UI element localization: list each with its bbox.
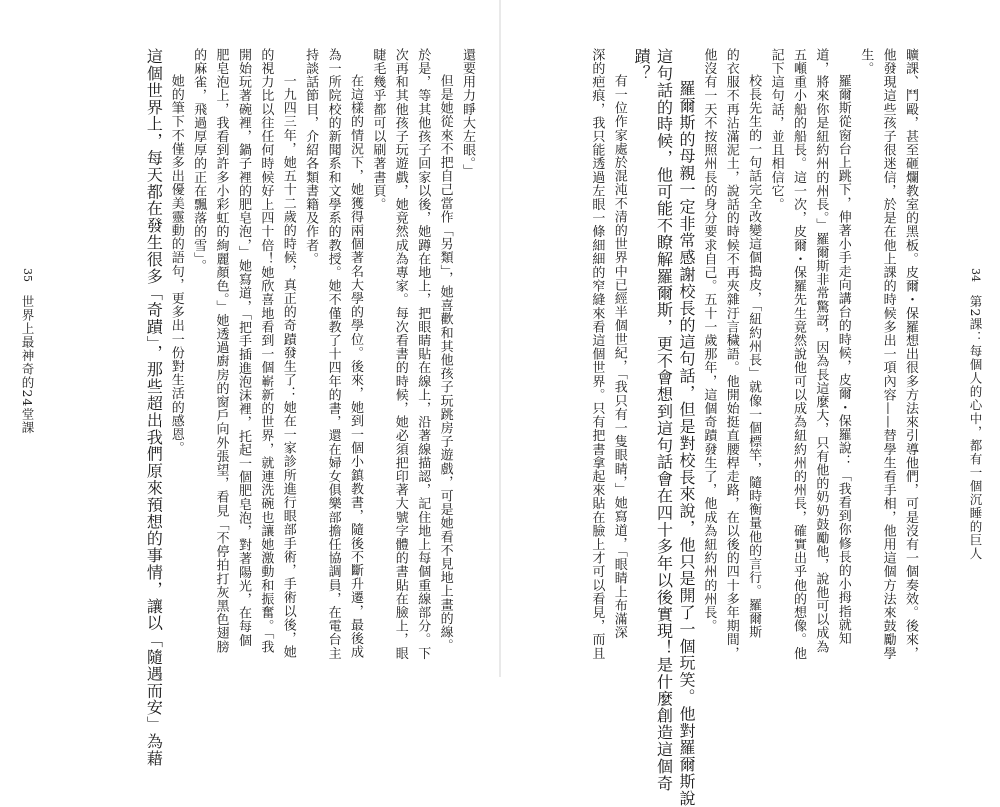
right-col-7: 記下這句話，並且相信它。 [768,48,784,212]
right-col-13: 蹟？ [632,48,652,82]
right-col-5: 道，將來你是紐約州的州長。」羅爾斯非常驚訝，因為長這麼大，只有他的奶奶鼓勵他，說他可以成為 [813,48,829,654]
left-page-footer [18,268,36,434]
right-page-number: 34 [969,268,982,282]
right-running-title: 第2課：每個人的心中，都有一個沉睡的巨人 [968,294,983,561]
left-col-8: 持談話節目，介紹各類書籍及作者。 [303,48,319,266]
right-col-4: 羅爾斯從窗台上跳下，伸著小手走向講台的時候，皮爾・保羅說：「我看到你修長的小拇指就知 [835,74,851,646]
left-col-7: 為一所院校的新聞系和文學系的教授。她不僅教了十四年的書，還在婦女俱樂部擔任協調員，在電台主 [325,48,341,660]
left-col-14: 她的筆下不僅多出優美靈動的語句，更多出一份對生活的感恩。 [168,74,184,455]
left-col-15: 這個世界上，每天都在發生很多「奇蹟」，那些超出我們原來預想的事情，讓以「隨遇而安」為藉 [144,48,164,767]
left-col-11: 開始玩著碗裡，鍋子裡的肥皂泡，」她寫道，「把手插進泡沫裡，托起一個肥皂泡，對著陽光，在每個 [235,48,251,647]
right-col-11: 羅爾斯的母親一定非常感謝校長的這句話，但是對校長來說，他只是開了一個玩笑。他對羅爾斯說 [676,80,696,807]
right-col-12: 這句話的時候，他可能不瞭解羅爾斯，更不會想到這句話會在四十多年以後實現！是什麼創造這個奇 [654,48,674,792]
right-col-2: 他發現這些孩子很迷信，於是在他上課的時候多出一項內容——替學生看手相，他用這個方法來鼓勵學 [880,48,896,660]
right-col-9: 的衣服不再沾滿泥土，說話的時候不再夾雜汙言穢語。他開始挺直腰桿走路，在以後的四十多年期間， [723,48,739,660]
left-col-6: 在這樣的情況下，她獲得兩個著名大學的學位。後來，她到一個小鎮教書，隨後不斷升遷，最後成 [347,74,363,659]
left-col-3: 於是，等其他孩子回家以後，她蹲在地上，把眼睛貼在線上，沿著線描認，記住地上每個重線部分。下 [415,48,431,660]
left-col-5: 睫毛幾乎都可以刷著書頁。 [370,48,386,212]
left-col-4: 次再和其他孩子玩遊戲，她竟然成為專家。每次看書的時候，她必須把印著大號字體的書貼在臉上，眼 [392,48,408,660]
right-col-14: 有一位作家處於混沌不清的世界中已經半個世紀，「我只有一隻眼睛，」她寫道，「眼睛上布滿深 [611,74,627,640]
left-col-2: 但是她從來不把自己當作「另類」，她喜歡和其他孩子玩跳房子遊戲，可是她看不見地上畫的線。 [437,74,453,653]
right-col-1: 曠課、鬥毆，甚至砸爛教室的黑板。皮爾・保羅想出很多方法來引導他們，可是沒有一個奏效。後來， [903,48,918,660]
right-page [501,0,1000,807]
left-col-1: 還要用力睜大左眼。」 [460,48,475,178]
left-page [0,0,499,767]
right-col-15: 深的疤痕，我只能透過左眼一條細細的窄縫來看這個世界。只有把書拿起來貼在臉上才可以看見，而且 [589,48,605,660]
left-page-number: 35 [21,268,34,282]
right-col-10: 他沒有一天不按照州長的身分要求自己。五十一歲那年，這個奇蹟發生了，他成為紐約州的州長。 [701,48,717,633]
left-col-12: 肥皂泡上，我看到許多小彩虹的絢麗顏色。」她透過廚房的窗戶向外張望，看見「不停拍打灰黑色翅膀 [213,48,229,654]
left-running-title: 世界上最神奇的24堂課 [20,294,35,435]
right-page-body [521,48,921,807]
right-page-header [966,268,984,560]
left-col-9: 一九四三年，她五十二歲的時候，真正的奇蹟發生了：她在一家診所進行眼部手術，手術以後，她 [280,74,296,659]
right-col-8: 校長先生的一句話完全改變這個搗皮，「紐約州長」就像一個標竿，隨時衡量他的言行。羅爾斯 [746,74,762,639]
left-col-10: 的視力比以往任何時候好上四十倍！她欣喜地看到一個嶄新的世界，就連洗碗也讓她激動和振奮。「我 [258,48,274,654]
right-col-3: 生。 [858,48,874,76]
right-col-6: 五噸重小船的船長。這一次，皮爾・保羅先生竟然說他可以成為紐約州的州長，確實出乎他的想像。他 [790,48,806,660]
left-col-13: 的麻雀，飛過厚厚的正在飄落的雪」。 [191,48,207,273]
left-page-body [78,48,478,767]
